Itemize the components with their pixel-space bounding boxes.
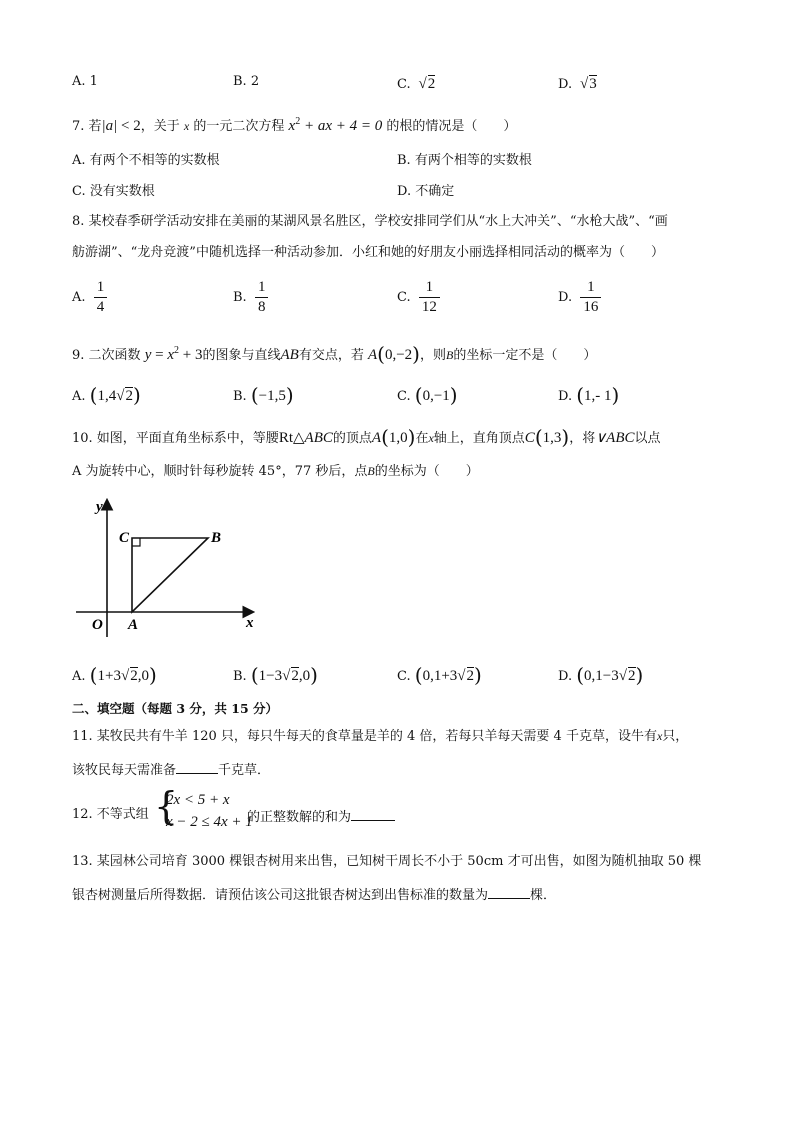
q9-text: 有交点，若 bbox=[298, 348, 364, 363]
option-label: B. bbox=[233, 290, 247, 305]
q6-option-d bbox=[558, 75, 597, 92]
q13-stem-line1: 13. 某园林公司培育 3000 棵银杏树用来出售，已知树干周长不小于 50cm 才可出售，如图为随机抽取 50 棵 bbox=[72, 854, 702, 869]
right-angle-mark bbox=[132, 538, 140, 546]
coordinate: (0,1−3√2) bbox=[576, 663, 644, 687]
q11-stem-line2 bbox=[72, 761, 270, 777]
option-label: C. bbox=[397, 77, 411, 92]
option-label: A. bbox=[72, 669, 86, 684]
eq-x: x bbox=[288, 118, 296, 134]
option-label: C. bbox=[397, 290, 411, 305]
q9-option-d bbox=[558, 385, 619, 405]
q12-prefix: 12. 不等式组 bbox=[72, 807, 149, 822]
coord-part: 0,1+3 bbox=[422, 668, 458, 684]
radicand: 2 bbox=[427, 76, 436, 92]
triangle-abc bbox=[132, 538, 208, 612]
q11-text: 11. 某牧民共有牛羊 120 只，每只牛每天的食草量是羊的 4 倍，若每只羊每天需要 4 千克草，设牛有 bbox=[72, 729, 657, 744]
function-expression bbox=[145, 347, 203, 363]
fig-label-a: A bbox=[128, 617, 139, 633]
q8-option-c bbox=[397, 280, 440, 315]
fn-rest: + 3 bbox=[179, 347, 203, 363]
option-label: B. bbox=[233, 669, 247, 684]
radicand: 2 bbox=[466, 668, 475, 684]
q7-text: ，关于 bbox=[140, 119, 180, 134]
numerator: 1 bbox=[580, 280, 601, 298]
q9-option-a bbox=[72, 385, 141, 405]
numerator: 1 bbox=[94, 280, 108, 298]
fig-label-o: O bbox=[92, 617, 103, 633]
triangle-symbol: Rt△ bbox=[278, 430, 305, 446]
var-x: x bbox=[183, 119, 190, 133]
fig-label-c: C bbox=[119, 530, 130, 546]
point-value: 1,3 bbox=[542, 430, 562, 446]
section-title-fill-in: 二、填空题（每题 3 分，共 15 分） bbox=[72, 701, 279, 716]
point-label: C bbox=[524, 430, 535, 446]
q7-option-b: B. 有两个相等的实数根 bbox=[397, 153, 532, 168]
q9-prefix: 9. 二次函数 bbox=[72, 348, 141, 363]
q8-option-b bbox=[233, 280, 268, 315]
answer-blank[interactable] bbox=[351, 808, 395, 821]
option-label: A. bbox=[72, 389, 86, 404]
coordinate: (0,1+3√2) bbox=[414, 663, 482, 687]
fn-y: y bbox=[144, 347, 152, 363]
q10-text: 以点 bbox=[634, 431, 661, 446]
fn-eq: = bbox=[151, 347, 168, 363]
q11-text: 只， bbox=[662, 729, 689, 744]
fig-label-b: B bbox=[211, 530, 222, 546]
q12-inequality-2: x − 2 ≤ 4x + 1 bbox=[166, 814, 253, 830]
option-label: D. bbox=[558, 290, 573, 305]
q10-option-a bbox=[72, 665, 157, 685]
eq-exponent: 2 bbox=[295, 116, 301, 127]
q11-text: 千克草． bbox=[218, 763, 271, 778]
q13-text: 棵． bbox=[530, 888, 557, 903]
radical: √3 bbox=[576, 76, 597, 92]
fn-x: x bbox=[167, 347, 174, 363]
denominator: 4 bbox=[96, 299, 105, 315]
fraction bbox=[94, 280, 108, 315]
q13-stem-line2 bbox=[72, 886, 556, 902]
coord-value: −1,5 bbox=[258, 388, 286, 404]
q10-stem-line2 bbox=[72, 465, 479, 478]
triangle-ref: ∨ABC bbox=[595, 430, 635, 446]
q13-text: 银杏树测量后所得数据．请预估该公司这批银杏树达到出售标准的数量为 bbox=[72, 888, 489, 903]
q7-text: 的一元二次方程 bbox=[193, 119, 285, 134]
radicand: 2 bbox=[125, 388, 133, 404]
q10-text: 的顶点 bbox=[332, 431, 372, 446]
denominator: 8 bbox=[257, 299, 266, 315]
q10-stem-line1 bbox=[72, 427, 661, 447]
option-label: C. bbox=[397, 389, 411, 404]
q10-text: ，将 bbox=[569, 431, 596, 446]
q10-text: 的坐标为（ ） bbox=[374, 464, 479, 479]
coordinate: (1,‐ 1) bbox=[576, 383, 620, 407]
line-ab: AB bbox=[280, 347, 299, 363]
coordinate: (1−3√2,0) bbox=[250, 663, 318, 687]
eq-rest: + ax + 4 = 0 bbox=[300, 118, 383, 134]
q8-stem-line2: 舫游湖”、“龙舟竞渡”中随机选择一种活动参加．小红和她的好朋友小丽选择相同活动的概率为（ ） bbox=[72, 245, 664, 260]
q9-option-c bbox=[397, 385, 458, 405]
option-label: C. bbox=[397, 669, 411, 684]
fn-exponent: 2 bbox=[174, 345, 179, 356]
option-label: D. bbox=[558, 77, 573, 92]
fraction bbox=[255, 280, 269, 315]
point-b: B bbox=[367, 464, 375, 478]
option-label: D. bbox=[558, 389, 573, 404]
q7-option-c: C. 没有实数根 bbox=[72, 184, 155, 199]
coordinate: (1,4√2) bbox=[89, 383, 141, 407]
q6-option-c bbox=[397, 75, 435, 92]
coord-value: 0,−1 bbox=[422, 388, 450, 404]
q8-stem-line1: 8. 某校春季研学活动安排在美丽的某湖风景名胜区，学校安排同学们从“水上大冲关”、“水枪大战”、“画 bbox=[72, 214, 668, 229]
var-a: a bbox=[105, 118, 114, 134]
q10-option-d bbox=[558, 665, 643, 685]
q6-option-b: B. 2 bbox=[233, 74, 260, 89]
q9-text: 的图象与直线 bbox=[202, 348, 281, 363]
q12-suffix-line bbox=[247, 808, 395, 824]
answer-blank[interactable] bbox=[176, 761, 218, 774]
q10-text: 在 bbox=[415, 431, 429, 446]
fraction bbox=[419, 280, 440, 315]
point-a: A(1,0) bbox=[371, 425, 416, 449]
q10-prefix: 10. 如图，平面直角坐标系中，等腰 bbox=[72, 431, 279, 446]
q12-text: 的正整数解的和为 bbox=[247, 810, 352, 825]
denominator: 12 bbox=[421, 299, 437, 315]
q7-option-d: D. 不确定 bbox=[397, 184, 455, 199]
coordinate: (0,−1) bbox=[414, 383, 458, 407]
abs-value: |a| bbox=[101, 118, 122, 134]
fraction bbox=[580, 280, 601, 315]
coordinate: (−1,5) bbox=[250, 383, 294, 407]
q6-option-a: A. 1 bbox=[72, 74, 98, 89]
point-label: A bbox=[371, 430, 382, 446]
q11-text: 该牧民每天需准备 bbox=[72, 763, 177, 778]
coord-part: 1,4 bbox=[97, 388, 117, 404]
q10-text: A 为旋转中心，顺时针每秒旋转 45°，77 秒后，点 bbox=[72, 464, 368, 479]
coord-part: 1−3 bbox=[258, 668, 283, 684]
q9-option-b bbox=[233, 385, 294, 405]
q10-figure bbox=[70, 495, 260, 640]
axis-x: x bbox=[428, 431, 434, 445]
radicand: 2 bbox=[130, 668, 138, 684]
option-label: D. bbox=[558, 669, 573, 684]
radicand: 3 bbox=[589, 76, 597, 92]
numerator: 1 bbox=[255, 280, 269, 298]
coord-part: 0,1−3 bbox=[584, 668, 619, 684]
coordinate: (1+3√2,0) bbox=[89, 663, 157, 687]
q9-text: ，则 bbox=[419, 348, 446, 363]
q7-prefix: 7. 若 bbox=[72, 119, 102, 134]
q8-option-a bbox=[72, 280, 107, 315]
q10-option-b bbox=[233, 665, 318, 685]
fig-label-x: x bbox=[246, 615, 254, 631]
answer-blank[interactable] bbox=[488, 886, 530, 899]
option-label: B. bbox=[233, 389, 247, 404]
coord-part: ,0 bbox=[137, 668, 149, 684]
fig-label-y: y bbox=[96, 499, 103, 515]
q10-option-c bbox=[397, 665, 482, 685]
coord-part: 1+3 bbox=[97, 668, 121, 684]
q7-option-a: A. 有两个不相等的实数根 bbox=[72, 153, 220, 168]
q9-stem bbox=[72, 344, 596, 364]
quadratic-equation bbox=[289, 118, 383, 134]
radical: √2 bbox=[414, 76, 436, 92]
point-b: B bbox=[446, 348, 454, 362]
q12-inequality-1: 2x < 5 + x bbox=[166, 792, 230, 808]
coord-part: ,0 bbox=[298, 668, 311, 684]
q9-suffix: 的坐标一定不是（ ） bbox=[453, 348, 597, 363]
q8-option-d bbox=[558, 280, 601, 315]
q7-stem bbox=[72, 117, 516, 134]
option-label: A. bbox=[72, 290, 86, 305]
denominator: 16 bbox=[583, 299, 599, 315]
point-c: C(1,3) bbox=[524, 425, 570, 449]
q7-suffix: 的根的情况是（ ） bbox=[386, 119, 517, 134]
q11-stem-line1 bbox=[72, 730, 688, 743]
system-brace: { bbox=[154, 784, 179, 828]
q7-condition: < 2 bbox=[121, 118, 141, 134]
coord-value: 1,‐ 1 bbox=[584, 388, 612, 404]
radicand: 2 bbox=[291, 668, 299, 684]
point-value: 1,0 bbox=[388, 430, 408, 446]
point-label: A bbox=[367, 347, 378, 363]
var-x: x bbox=[656, 729, 663, 743]
numerator: 1 bbox=[419, 280, 440, 298]
q10-text: 轴上，直角顶点 bbox=[433, 431, 525, 446]
triangle-name: ABC bbox=[304, 430, 333, 446]
radicand: 2 bbox=[628, 668, 636, 684]
point-a: A(0,−2) bbox=[367, 342, 420, 366]
point-value: 0,−2 bbox=[384, 347, 413, 363]
